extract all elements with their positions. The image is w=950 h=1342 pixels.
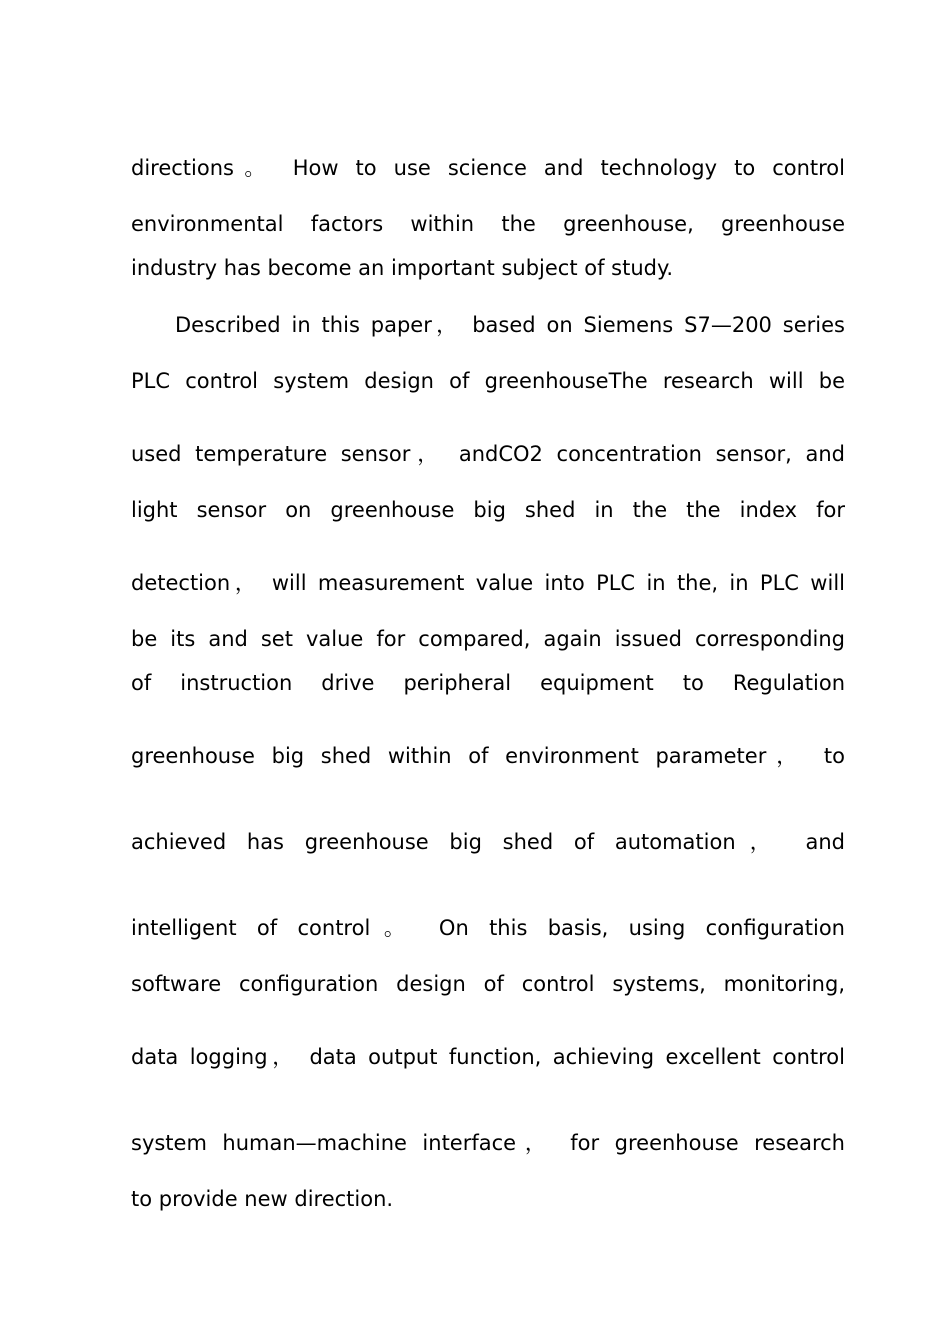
text-line: to provide new direction. <box>131 1187 394 1211</box>
text-line: PLC control system design of greenhouseThe research will be <box>131 369 845 393</box>
text-line: greenhouse big shed within of environment parameter， to <box>131 744 845 768</box>
text-line: of instruction drive peripheral equipment to Regulation <box>131 671 845 695</box>
text-line: intelligent of control。 On this basis, using configuration <box>131 916 845 940</box>
text-line: light sensor on greenhouse big shed in the the index for <box>131 498 845 522</box>
text-line: detection， will measurement value into PLC in the, in PLC will <box>131 571 845 595</box>
text-line: achieved has greenhouse big shed of automation， and <box>131 830 845 854</box>
text-line: Described in this paper， based on Siemens S7—200 series <box>175 313 845 337</box>
text-line: software configuration design of control systems, monitoring, <box>131 972 845 996</box>
text-line: data logging， data output function, achieving excellent control <box>131 1045 845 1069</box>
text-line: industry has become an important subject of study. <box>131 256 674 280</box>
text-line: used temperature sensor， andCO2 concentration sensor, and <box>131 442 845 466</box>
text-line: directions。 How to use science and technology to control <box>131 156 845 180</box>
text-line: system human—machine interface， for greenhouse research <box>131 1131 845 1155</box>
text-line: be its and set value for compared, again issued corresponding <box>131 627 845 651</box>
text-line: environmental factors within the greenhouse, greenhouse <box>131 212 845 236</box>
